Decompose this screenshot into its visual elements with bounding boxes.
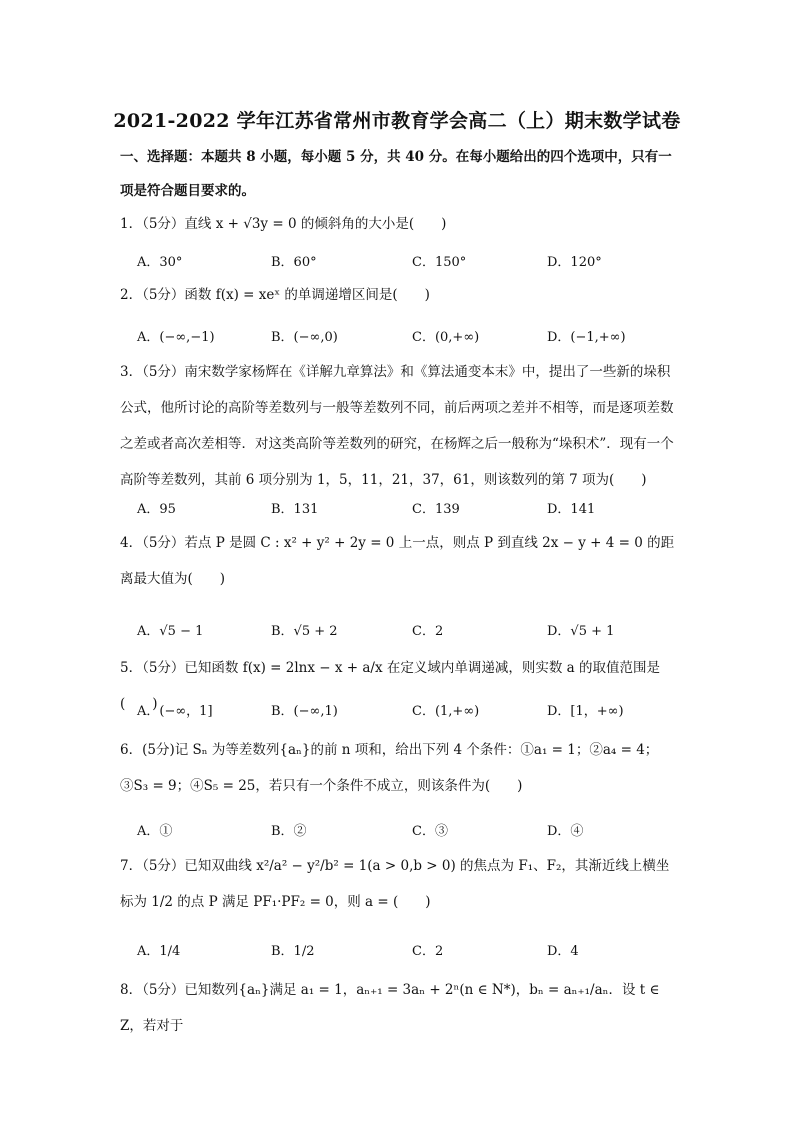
- option-a: A．(−∞,−1): [137, 330, 215, 345]
- question-6: 6．(5分)记 Sₙ 为等差数列{aₙ}的前 n 项和，给出下列 4 个条件：①a₁ = 1；②a₄ = 4；③S₃ = 9；④S₅ = 25，若只有一个条件不成立，则该条件为( ): [120, 742, 659, 794]
- option-b: B．√5 + 2: [271, 624, 338, 639]
- option-b: B．②: [271, 824, 307, 839]
- option-d: D．④: [547, 824, 584, 839]
- option-d: D．√5 + 1: [547, 624, 615, 639]
- question-4-options: [137, 620, 697, 644]
- option-b: B．1/2: [271, 944, 315, 959]
- section-header: 一、选择题：本题共 8 小题，每小题 5 分，共 40 分。在每小题给出的四个选项中，只有一项是符合题目要求的。: [120, 149, 672, 199]
- option-a: A．30°: [137, 255, 183, 270]
- option-c: C．(0,+∞): [412, 330, 480, 345]
- question-6-options: [137, 820, 697, 844]
- option-a: A．95: [137, 502, 176, 517]
- option-a: A．(−∞，1]: [137, 704, 213, 719]
- option-b: B．131: [271, 502, 319, 517]
- question-1: 1．（5分）直线 x + √3y = 0 的倾斜角的大小是( ): [120, 216, 447, 232]
- question-2-options: [137, 326, 697, 350]
- question-8: 8．（5分）已知数列{aₙ}满足 a₁ = 1，aₙ₊₁ = 3aₙ + 2ⁿ(n ∈ N*)，bₙ = aₙ₊₁/aₙ．设 t ∈ Z，若对于: [120, 982, 660, 1034]
- option-b: B．(−∞,0): [271, 330, 338, 345]
- option-b: B．60°: [271, 255, 317, 270]
- question-3-options: [137, 498, 697, 522]
- question-4: 4．（5分）若点 P 是圆 C : x² + y² + 2y = 0 上一点，则点 P 到直线 2x − y + 4 = 0 的距离最大值为( ): [120, 535, 675, 587]
- option-c: C．139: [412, 502, 460, 517]
- option-a: A．1/4: [137, 944, 181, 959]
- question-7: 7．（5分）已知双曲线 x²/a² − y²/b² = 1(a > 0,b > 0) 的焦点为 F₁、F₂，其渐近线上横坐标为 1/2 的点 P 满足 PF₁·PF₂ = 0，则 a = ( ): [120, 858, 670, 910]
- question-7-options: [137, 940, 697, 964]
- option-c: C．150°: [412, 255, 467, 270]
- question-5-options: [137, 700, 697, 724]
- option-c: C．2: [412, 944, 444, 959]
- question-5: 5．（5分）已知函数 f(x) = 2lnx − x + a/x 在定义域内单调递减，则实数 a 的取值范围是( ): [120, 660, 661, 712]
- option-a: A．①: [137, 824, 173, 839]
- option-a: A．√5 − 1: [137, 624, 204, 639]
- question-1-options: [137, 251, 697, 275]
- option-d: D．141: [547, 502, 596, 517]
- option-c: C．(1,+∞): [412, 704, 480, 719]
- option-b: B．(−∞,1): [271, 704, 338, 719]
- option-c: C．2: [412, 624, 444, 639]
- exam-title: 2021-2022 学年江苏省常州市教育学会高二（上）期末数学试卷: [113, 110, 681, 132]
- question-2: 2．（5分）函数 f(x) = xeˣ 的单调递增区间是( ): [120, 287, 430, 303]
- option-d: D．(−1,+∞): [547, 330, 626, 345]
- option-d: D．120°: [547, 255, 602, 270]
- option-d: D．4: [547, 944, 579, 959]
- option-d: D．[1，+∞): [547, 704, 624, 719]
- question-3: 3．（5分）南宋数学家杨辉在《详解九章算法》和《算法通变本末》中，提出了一些新的垛积公式，他所讨论的高阶等差数列与一般等差数列不同，前后两项之差并不相等，而是逐项差数之差或者高次差相等．对这类高阶等差数列的研究，在杨辉之后一般称为“垛积术”．现有一个高阶等差数列，其前 6 项分别为 1，5，11，21，37，61，则该数列的第 7 项为( ): [120, 364, 674, 488]
- option-c: C．③: [412, 824, 448, 839]
